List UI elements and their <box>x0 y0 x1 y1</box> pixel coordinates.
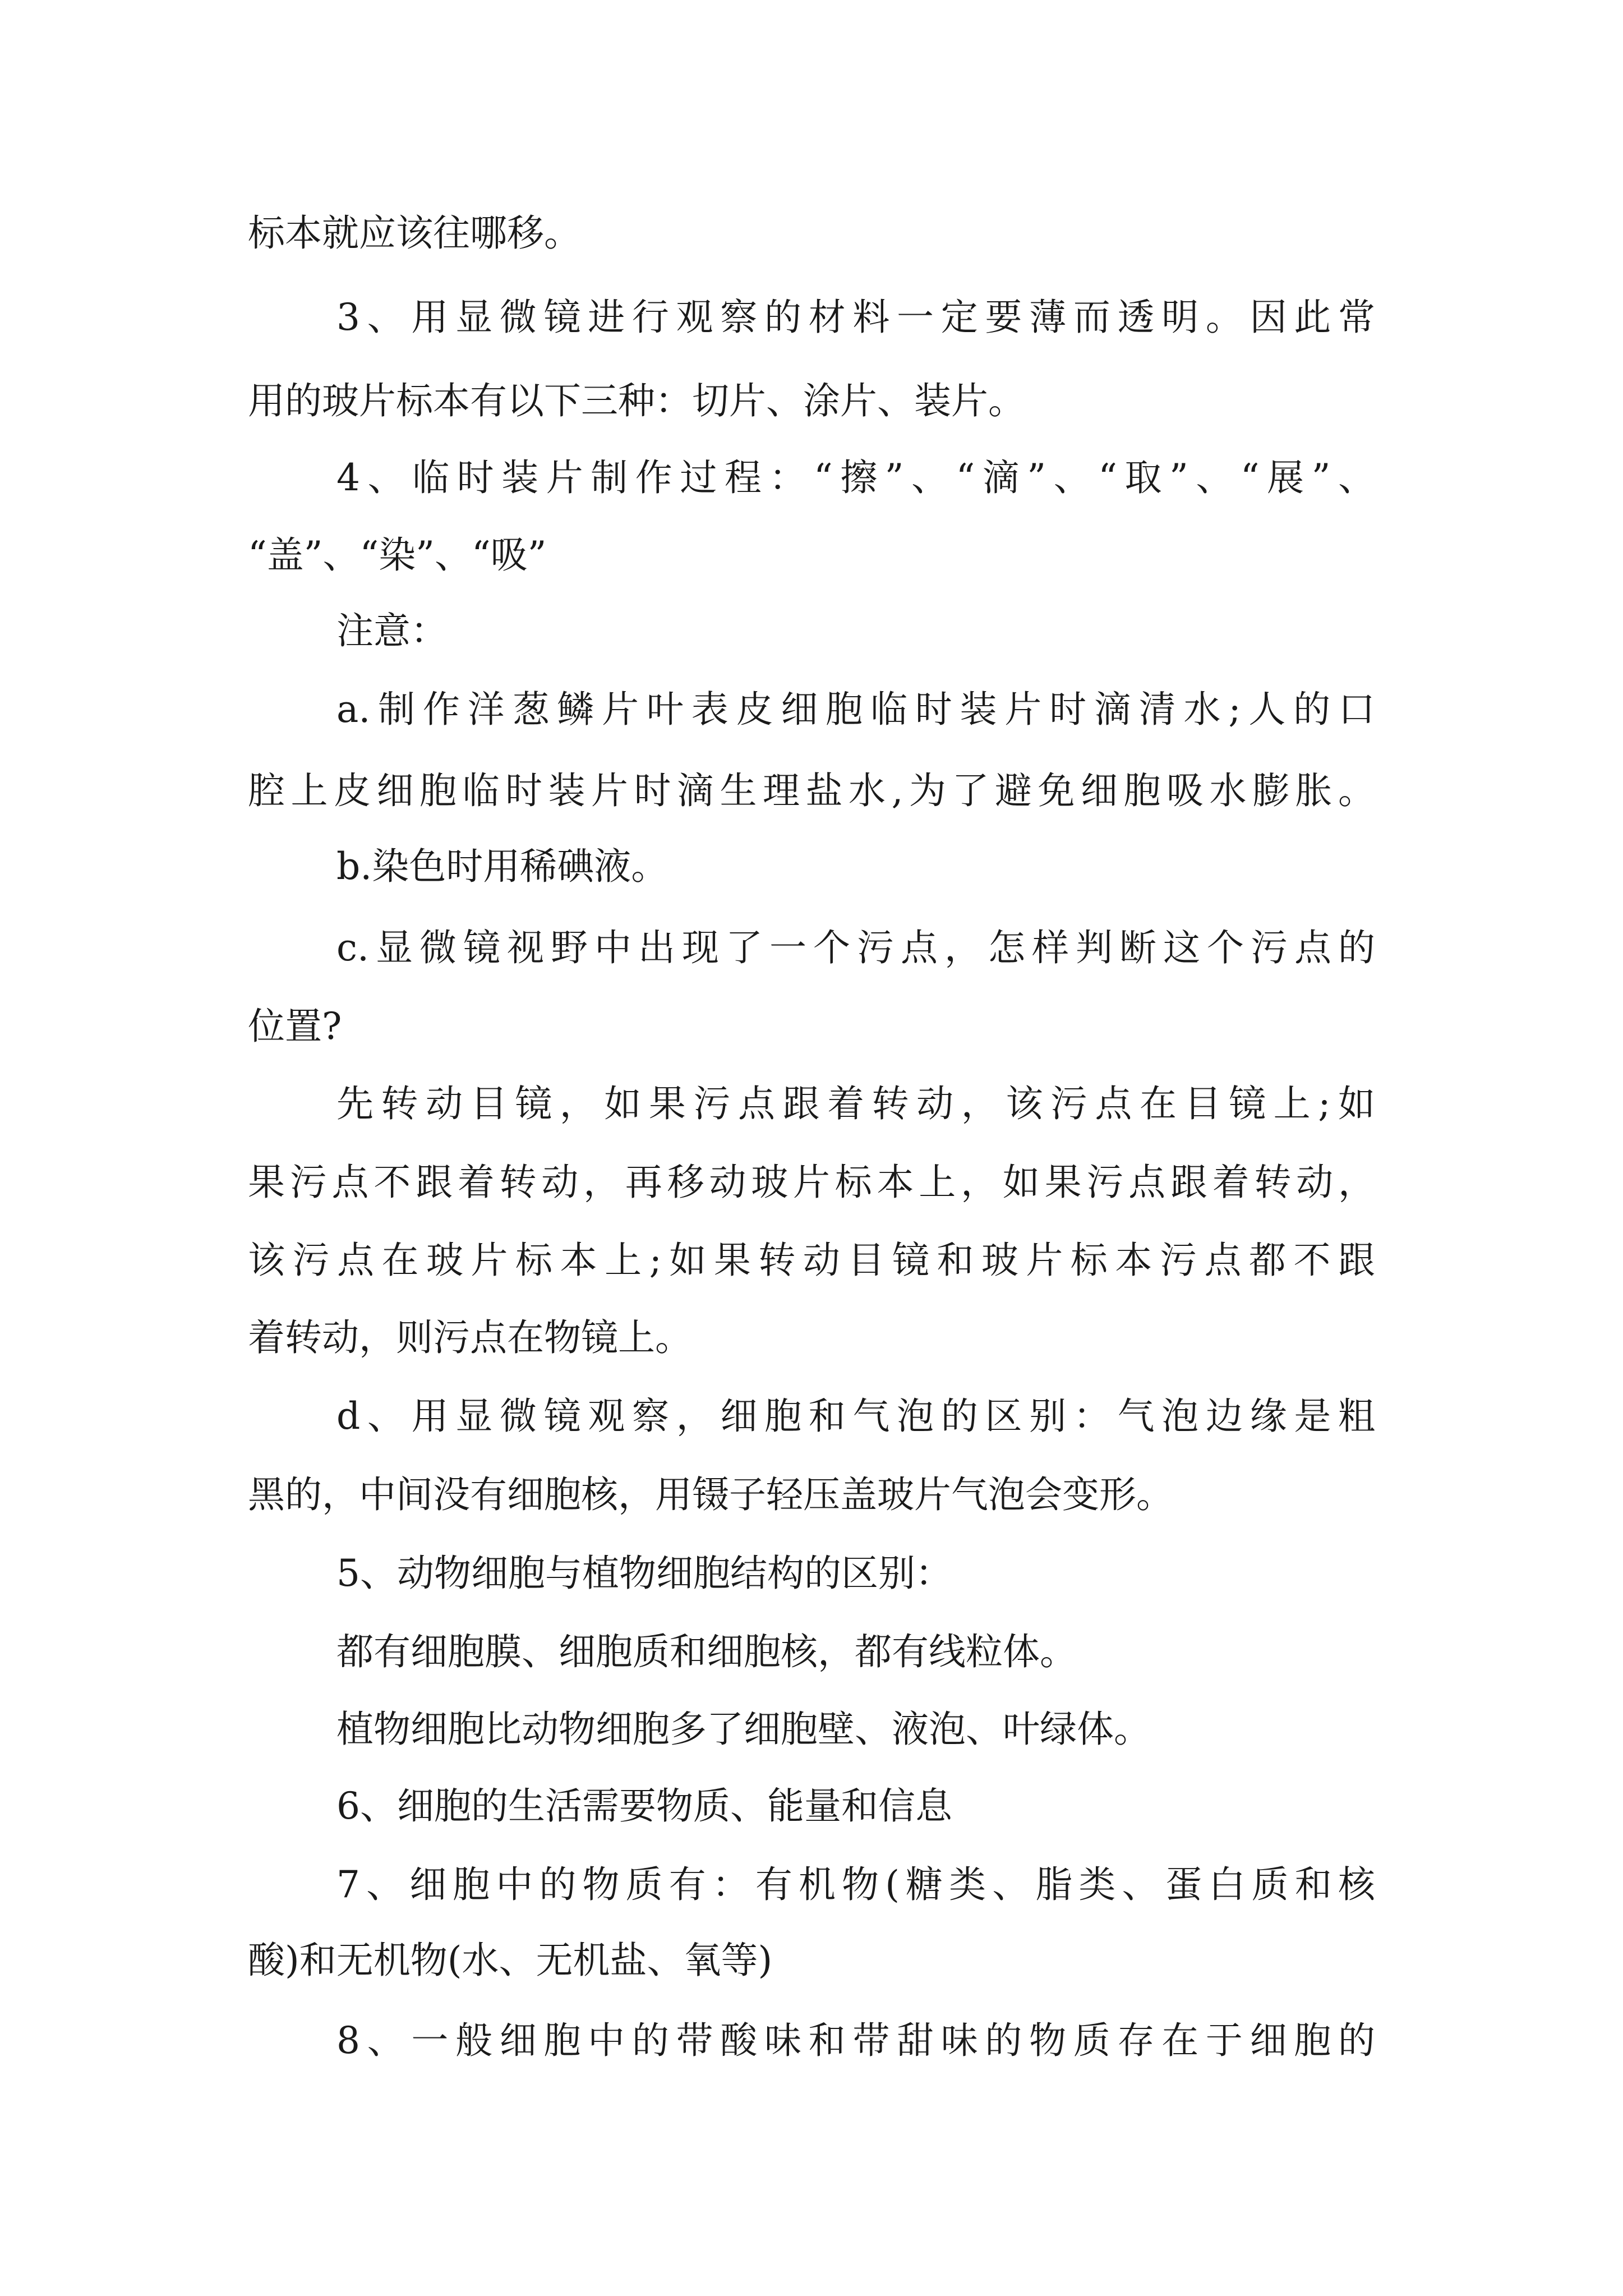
text-line: c.显微镜视野中出现了一个污点，怎样判断这个污点的 <box>336 926 1375 969</box>
text-line: 位置? <box>248 1005 342 1048</box>
text-line: 用的玻片标本有以下三种：切片、涂片、装片。 <box>248 379 1025 422</box>
text-line: d、用显微镜观察，细胞和气泡的区别：气泡边缘是粗 <box>336 1395 1375 1438</box>
text-line: 酸)和无机物(水、无机盐、氧等) <box>248 1939 773 1982</box>
text-line: 黑的，中间没有细胞核，用镊子轻压盖玻片气泡会变形。 <box>248 1473 1173 1516</box>
text-line: 着转动，则污点在物镜上。 <box>248 1316 692 1359</box>
text-line: 3、用显微镜进行观察的材料一定要薄而透明。因此常 <box>336 296 1375 339</box>
text-line: a.制作洋葱鳞片叶表皮细胞临时装片时滴清水;人的口 <box>336 688 1375 731</box>
text-line: 标本就应该往哪移。 <box>248 211 581 255</box>
text-line: 8、一般细胞中的带酸味和带甜味的物质存在于细胞的 <box>336 2019 1375 2062</box>
text-line: b.染色时用稀碘液。 <box>336 845 668 888</box>
text-line: 6、细胞的生活需要物质、能量和信息 <box>336 1784 952 1828</box>
text-line: 5、动物细胞与植物细胞结构的区别： <box>336 1552 952 1595</box>
text-line: 都有细胞膜、细胞质和细胞核，都有线粒体。 <box>336 1630 1077 1673</box>
text-line: 植物细胞比动物细胞多了细胞壁、液泡、叶绿体。 <box>336 1708 1151 1751</box>
text-line: 7、细胞中的物质有：有机物(糖类、脂类、蛋白质和核 <box>336 1863 1375 1906</box>
text-line: 注意： <box>336 609 448 652</box>
text-line: 果污点不跟着转动，再移动玻片标本上，如果污点跟着转动， <box>248 1161 1375 1204</box>
text-line: 4、临时装片制作过程：“擦”、“滴”、“取”、“展”、 <box>336 456 1375 499</box>
text-line: 先转动目镜，如果污点跟着转动，该污点在目镜上;如 <box>336 1082 1375 1125</box>
text-line: 腔上皮细胞临时装片时滴生理盐水,为了避免细胞吸水膨胀。 <box>248 769 1375 812</box>
text-line: 该污点在玻片标本上;如果转动目镜和玻片标本污点都不跟 <box>248 1239 1375 1282</box>
text-line: “盖”、“染”、“吸” <box>248 533 547 577</box>
